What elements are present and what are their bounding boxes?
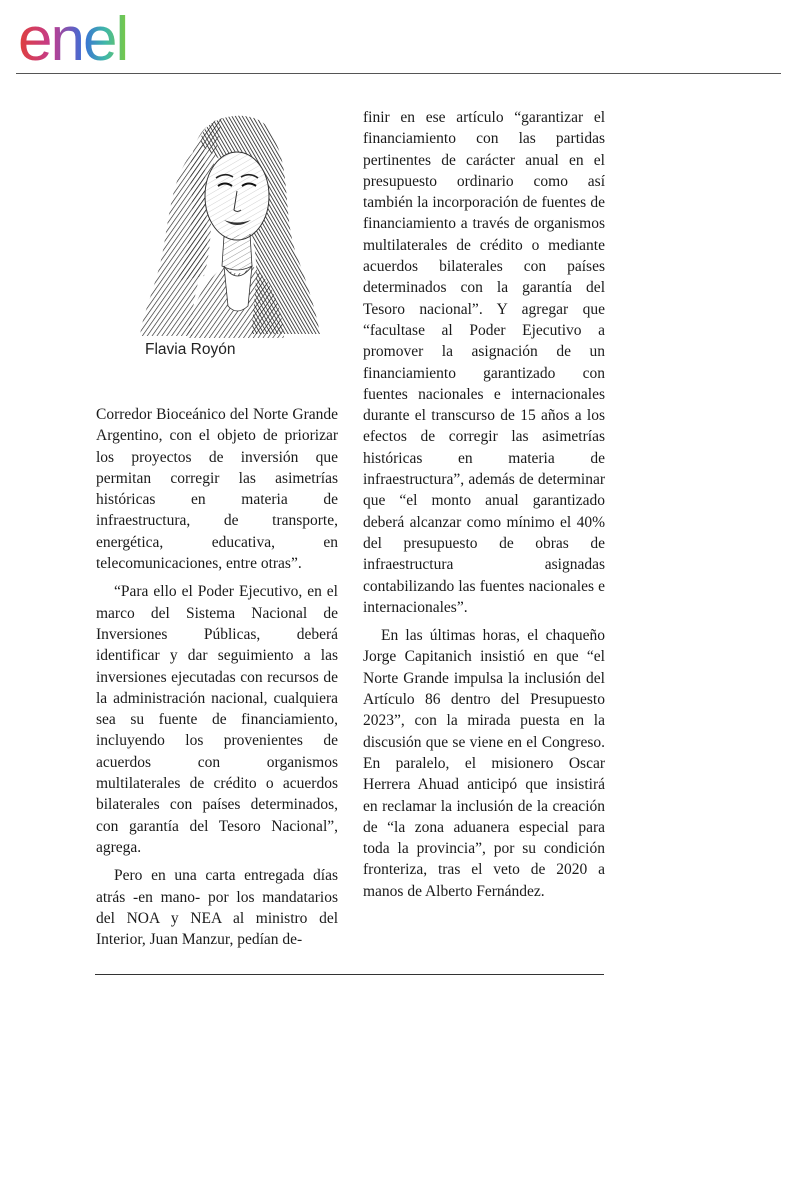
- header-divider: [16, 73, 781, 74]
- article-column-left: [96, 404, 338, 950]
- paragraph: “Para ello el Poder Ejecutivo, en el marco del Sistema Nacional de Inversiones Públicas, deberá identificar y dar seguimiento a las inversiones ejecutadas con recursos de la administración nacional, cualquiera sea su fuente de financiamiento, incluyendo los provenientes de acuerdos con organismos multilaterales de crédito o acuerdos bilaterales con países determinados, con garantía del Tesoro Nacional”, agrega.: [96, 583, 338, 856]
- article-column-right: [363, 107, 605, 902]
- logo-text: enel: [18, 6, 128, 68]
- portrait-illustration: [132, 106, 320, 338]
- article-end-divider: [95, 974, 604, 975]
- paragraph: Corredor Bioceánico del Norte Grande Argentino, con el objeto de priorizar los proyectos de inversión que permitan corregir las asimetrías históricas en materia de infraestructura, de transporte, energética, educativa, en telecomunicaciones, entre otras”.: [96, 406, 338, 573]
- portrait-caption: Flavia Royón: [145, 341, 236, 358]
- paragraph: finir en ese artículo “garantizar el financiamiento con las partidas pertinentes de carácter anual en el presupuesto ordinario como así también la incorporación de fuentes de financiamiento a través de organismos multilaterales de crédito o mediante acuerdos bilaterales con países determinados con la garantía del Tesoro nacional”. Y agregar que “facultase al Poder Ejecutivo a promover la asignación de un financiamiento garantizado con fuentes nacionales e internacionales durante el transcurso de 15 años a los efectos de corregir las asimetrías históricas en materia de infraestructura”, además de determinar que “el monto anual garantizado deberá alcanzar como mínimo el 40% del presupuesto de obras de infraestructura asignadas contabilizando las fuentes nacionales e internacionales”.: [363, 109, 605, 616]
- enel-logo: [18, 6, 170, 68]
- paragraph: Pero en una carta entregada días atrás -en mano- por los mandatarios del NOA y NEA al ministro del Interior, Juan Manzur, pedían de-: [96, 867, 338, 949]
- paragraph: En las últimas horas, el chaqueño Jorge Capitanich insistió en que “el Norte Grande impulsa la inclusión del Artículo 86 dentro del Presupuesto 2023”, con la mirada puesta en la discusión que se viene en el Congreso. En paralelo, el misionero Oscar Herrera Ahuad anticipó que insistirá en reclamar la inclusión de la creación de “la zona aduanera especial para toda la provincia”, por su condición fronteriza, tras el veto de 2020 a manos de Alberto Fernández.: [363, 627, 605, 900]
